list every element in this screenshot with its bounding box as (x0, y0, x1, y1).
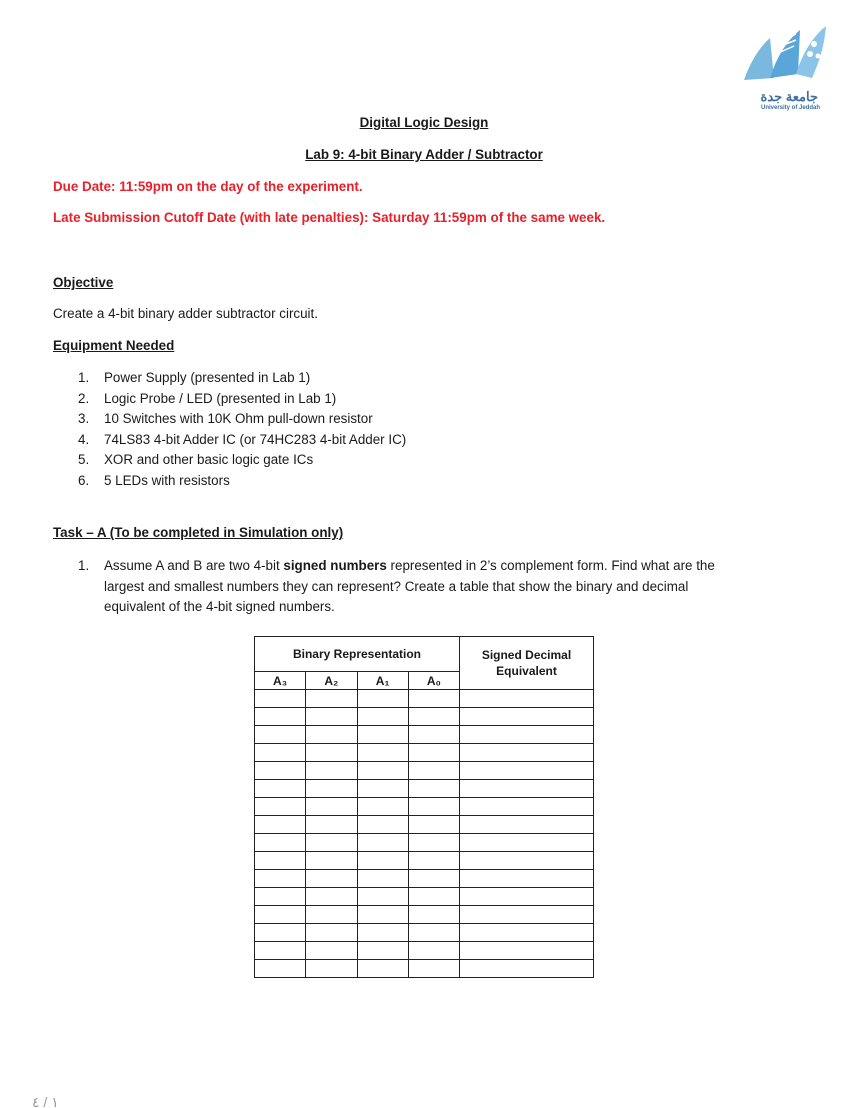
table-cell (255, 852, 306, 870)
table-row (255, 708, 594, 726)
table-cell (255, 906, 306, 924)
signed-numbers-table (254, 636, 594, 978)
table-cell (408, 780, 459, 798)
equipment-list (53, 368, 406, 492)
table-cell (460, 726, 594, 744)
table-cell (408, 762, 459, 780)
table-cell (306, 798, 357, 816)
table-cell (460, 870, 594, 888)
table-cell (460, 960, 594, 978)
table-cell (460, 924, 594, 942)
table-cell (408, 906, 459, 924)
table-cell (460, 762, 594, 780)
table-cell (408, 798, 459, 816)
table-row (255, 744, 594, 762)
logo-arabic-text: جامعة جدة (760, 89, 818, 104)
list-item: 4. 74LS83 4-bit Adder IC (or 74HC283 4-bit Adder IC) (78, 431, 407, 447)
table-row (255, 834, 594, 852)
table-cell (306, 744, 357, 762)
table-cell (306, 870, 357, 888)
table-cell (460, 834, 594, 852)
table-cell (408, 888, 459, 906)
table-cell (306, 888, 357, 906)
table-cell (460, 942, 594, 960)
task-a-heading: Task – A (To be completed in Simulation only) (53, 525, 344, 540)
list-item: 5. XOR and other basic logic gate ICs (78, 452, 314, 468)
table-cell (408, 942, 459, 960)
equipment-heading: Equipment Needed (53, 338, 175, 353)
table-cell (408, 924, 459, 942)
course-title: Digital Logic Design (359, 115, 489, 130)
table-cell (357, 744, 408, 762)
table-cell (357, 870, 408, 888)
table-cell (306, 726, 357, 744)
table-cell (255, 816, 306, 834)
table-cell (460, 888, 594, 906)
table-cell (357, 780, 408, 798)
table-cell (255, 888, 306, 906)
table-cell (255, 780, 306, 798)
objective-heading: Objective (53, 275, 114, 290)
table-row (255, 726, 594, 744)
table-cell (460, 780, 594, 798)
table-cell (357, 798, 408, 816)
bit-header-a1: A₁ (357, 672, 408, 690)
table-cell (255, 870, 306, 888)
bit-header-a3: A₃ (255, 672, 306, 690)
table-row (255, 762, 594, 780)
table-cell (408, 726, 459, 744)
bit-header-a2: A₂ (306, 672, 357, 690)
table-cell (357, 942, 408, 960)
table-cell (306, 780, 357, 798)
table-row (255, 690, 594, 708)
table-cell (460, 708, 594, 726)
table-cell (306, 960, 357, 978)
table-cell (255, 762, 306, 780)
table-cell (460, 744, 594, 762)
table-cell (306, 762, 357, 780)
table-cell (255, 708, 306, 726)
table-cell (357, 690, 408, 708)
table-cell (460, 798, 594, 816)
list-item: 2. Logic Probe / LED (presented in Lab 1) (78, 390, 337, 406)
table-row (255, 816, 594, 834)
table-cell (255, 960, 306, 978)
table-cell (460, 816, 594, 834)
list-item: 3. 10 Switches with 10K Ohm pull-down resistor (78, 411, 373, 427)
table-cell (255, 942, 306, 960)
table-row (255, 924, 594, 942)
table-row (255, 942, 594, 960)
table-cell (255, 744, 306, 762)
table-cell (306, 690, 357, 708)
table-cell (408, 852, 459, 870)
table-cell (408, 816, 459, 834)
bit-header-a0: A₀ (408, 672, 459, 690)
table-row (255, 780, 594, 798)
table-cell (357, 906, 408, 924)
late-cutoff-date: Late Submission Cutoff Date (with late penalties): Saturday 11:59pm of the same week. (53, 210, 606, 225)
table-cell (357, 852, 408, 870)
table-cell (408, 834, 459, 852)
table-cell (408, 960, 459, 978)
table-row (255, 852, 594, 870)
table-cell (255, 798, 306, 816)
task-a-list (53, 556, 715, 618)
page-indicator: ١ / ٤ (32, 1094, 59, 1108)
list-item: 6. 5 LEDs with resistors (78, 472, 230, 488)
table-cell (357, 762, 408, 780)
table-row (255, 906, 594, 924)
table-cell (357, 816, 408, 834)
logo-emblem-icon (740, 22, 830, 84)
table-cell (408, 708, 459, 726)
table-cell (255, 726, 306, 744)
table-cell (357, 960, 408, 978)
signed-decimal-header: Signed Decimal Equivalent (460, 637, 594, 690)
table-cell (306, 852, 357, 870)
lab-title: Lab 9: 4-bit Binary Adder / Subtractor (305, 147, 543, 162)
table-cell (357, 888, 408, 906)
table-cell (255, 834, 306, 852)
logo-english-text: University of Jeddah (760, 105, 820, 111)
table-cell (357, 834, 408, 852)
table-cell (306, 906, 357, 924)
table-cell (255, 924, 306, 942)
table-cell (460, 906, 594, 924)
binary-representation-header: Binary Representation (255, 637, 460, 672)
table-cell (460, 852, 594, 870)
table-row (255, 888, 594, 906)
objective-text: Create a 4-bit binary adder subtractor circuit. (53, 306, 318, 321)
university-logo (740, 22, 840, 111)
table-cell (306, 708, 357, 726)
table-cell (357, 726, 408, 744)
task-item: 1. Assume A and B are two 4-bit signed numbers represented in 2’s complement form. Find what are the largest and smallest numbers they can represent? Create a table that show the binary and decimal equivalent of the 4-bit signed numbers. (78, 558, 715, 615)
table-cell (306, 834, 357, 852)
due-date: Due Date: 11:59pm on the day of the experiment. (53, 179, 363, 194)
table-cell (357, 924, 408, 942)
table-cell (306, 816, 357, 834)
table-cell (357, 708, 408, 726)
table-cell (306, 924, 357, 942)
table-cell (408, 870, 459, 888)
table-row (255, 960, 594, 978)
table-row (255, 798, 594, 816)
table-cell (306, 942, 357, 960)
table-cell (408, 744, 459, 762)
table-cell (460, 690, 594, 708)
table-cell (255, 690, 306, 708)
table-cell (408, 690, 459, 708)
table-row (255, 870, 594, 888)
list-item: 1. Power Supply (presented in Lab 1) (78, 370, 311, 385)
